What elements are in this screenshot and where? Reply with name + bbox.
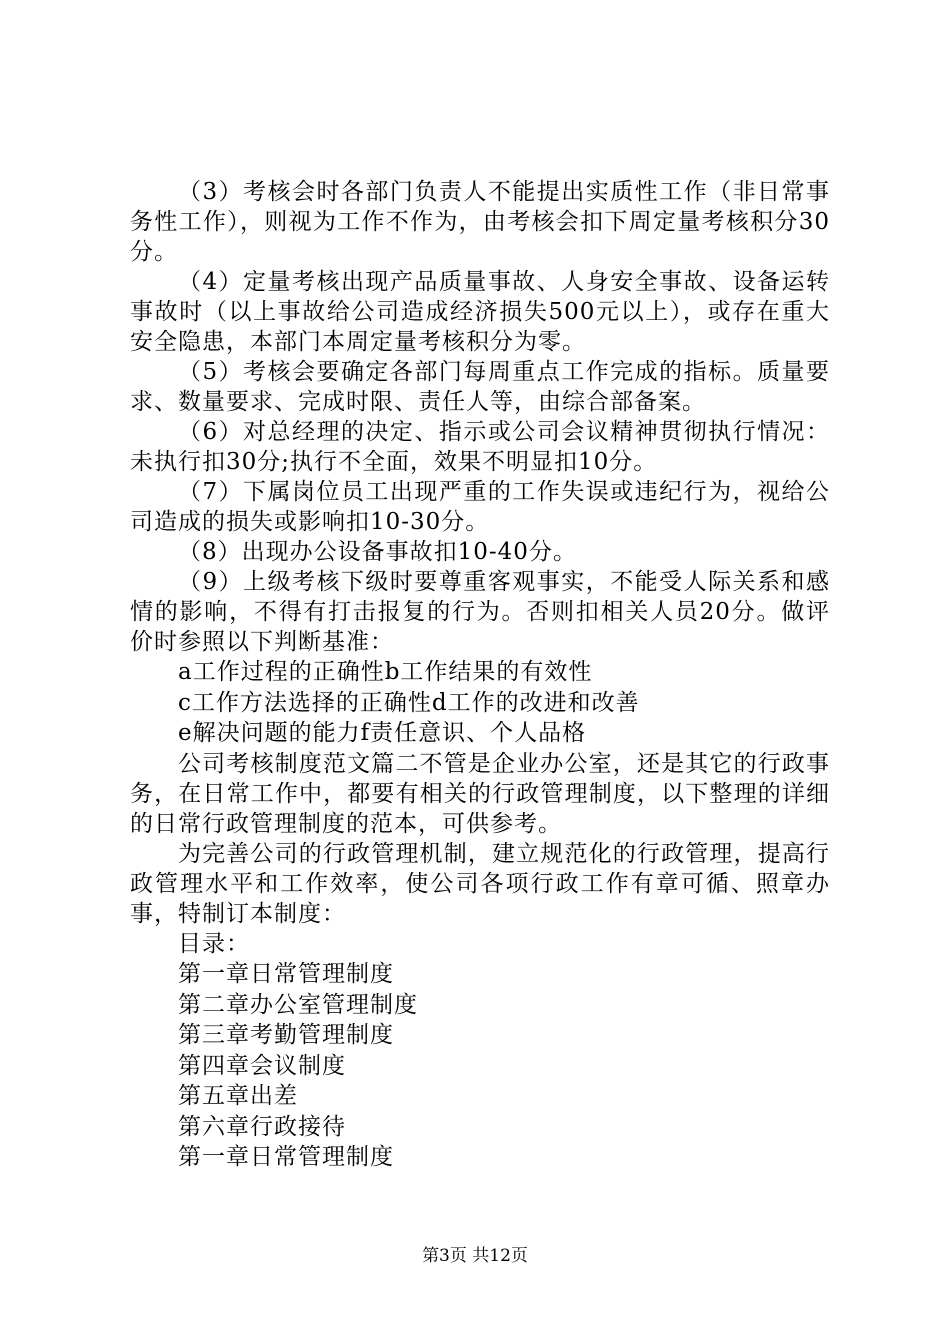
paragraph-3: （3）考核会时各部门负责人不能提出实质性工作（非日常事务性工作），则视为工作不作为，由考核会扣下周定量考核积分30分。	[130, 179, 830, 265]
paragraph-4: （4）定量考核出现产品质量事故、人身安全事故、设备运转事故时（以上事故给公司造成经济损失500元以上），或存在重大安全隐患，本部门本周定量考核积分为零。	[130, 269, 830, 355]
criteria-line-ef: e解决问题的能力f责任意识、个人品格	[178, 720, 587, 746]
paragraph-7: （7）下属岗位员工出现严重的工作失误或违纪行为，视给公司造成的损失或影响扣10-30分。	[130, 479, 830, 535]
toc-item: 第一章日常管理制度	[178, 961, 394, 987]
toc-item: 第二章办公室管理制度	[178, 991, 418, 1018]
chapter-heading: 第一章日常管理制度	[178, 1144, 394, 1170]
paragraph-8: （8）出现办公设备事故扣10-40分。	[178, 539, 577, 565]
section-intro-paragraph: 公司考核制度范文篇二不管是企业办公室，还是其它的行政事务，在日常工作中，都要有相关的行政管理制度，以下整理的详细的日常行政管理制度的范本，可供参考。	[130, 750, 830, 837]
toc-item: 第四章会议制度	[178, 1052, 346, 1079]
toc-label: 目录：	[178, 930, 250, 957]
page-number-footer: 第3页 共12页	[422, 1246, 528, 1266]
toc-item: 第五章出差	[178, 1083, 298, 1109]
paragraph-6: （6）对总经理的决定、指示或公司会议精神贯彻执行情况：未执行扣30分;执行不全面，效果不明显扣10分。	[130, 419, 830, 475]
document-body	[130, 177, 830, 1173]
purpose-paragraph: 为完善公司的行政管理机制，建立规范化的行政管理，提高行政管理水平和工作效率，使公司各项行政工作有章可循、照章办事，特制订本制度：	[130, 840, 830, 927]
paragraph-5: （5）考核会要确定各部门每周重点工作完成的指标。质量要求、数量要求、完成时限、责任人等，由综合部备案。	[130, 359, 830, 415]
toc-item: 第三章考勤管理制度	[178, 1022, 394, 1048]
criteria-line-ab: a工作过程的正确性b工作结果的有效性	[178, 659, 593, 685]
criteria-line-cd: c工作方法选择的正确性d工作的改进和改善	[178, 689, 640, 716]
toc-item: 第六章行政接待	[178, 1113, 346, 1140]
paragraph-9: （9）上级考核下级时要尊重客观事实，不能受人际关系和感情的影响，不得有打击报复的行为。否则扣相关人员20分。做评价时参照以下判断基准：	[130, 569, 830, 655]
